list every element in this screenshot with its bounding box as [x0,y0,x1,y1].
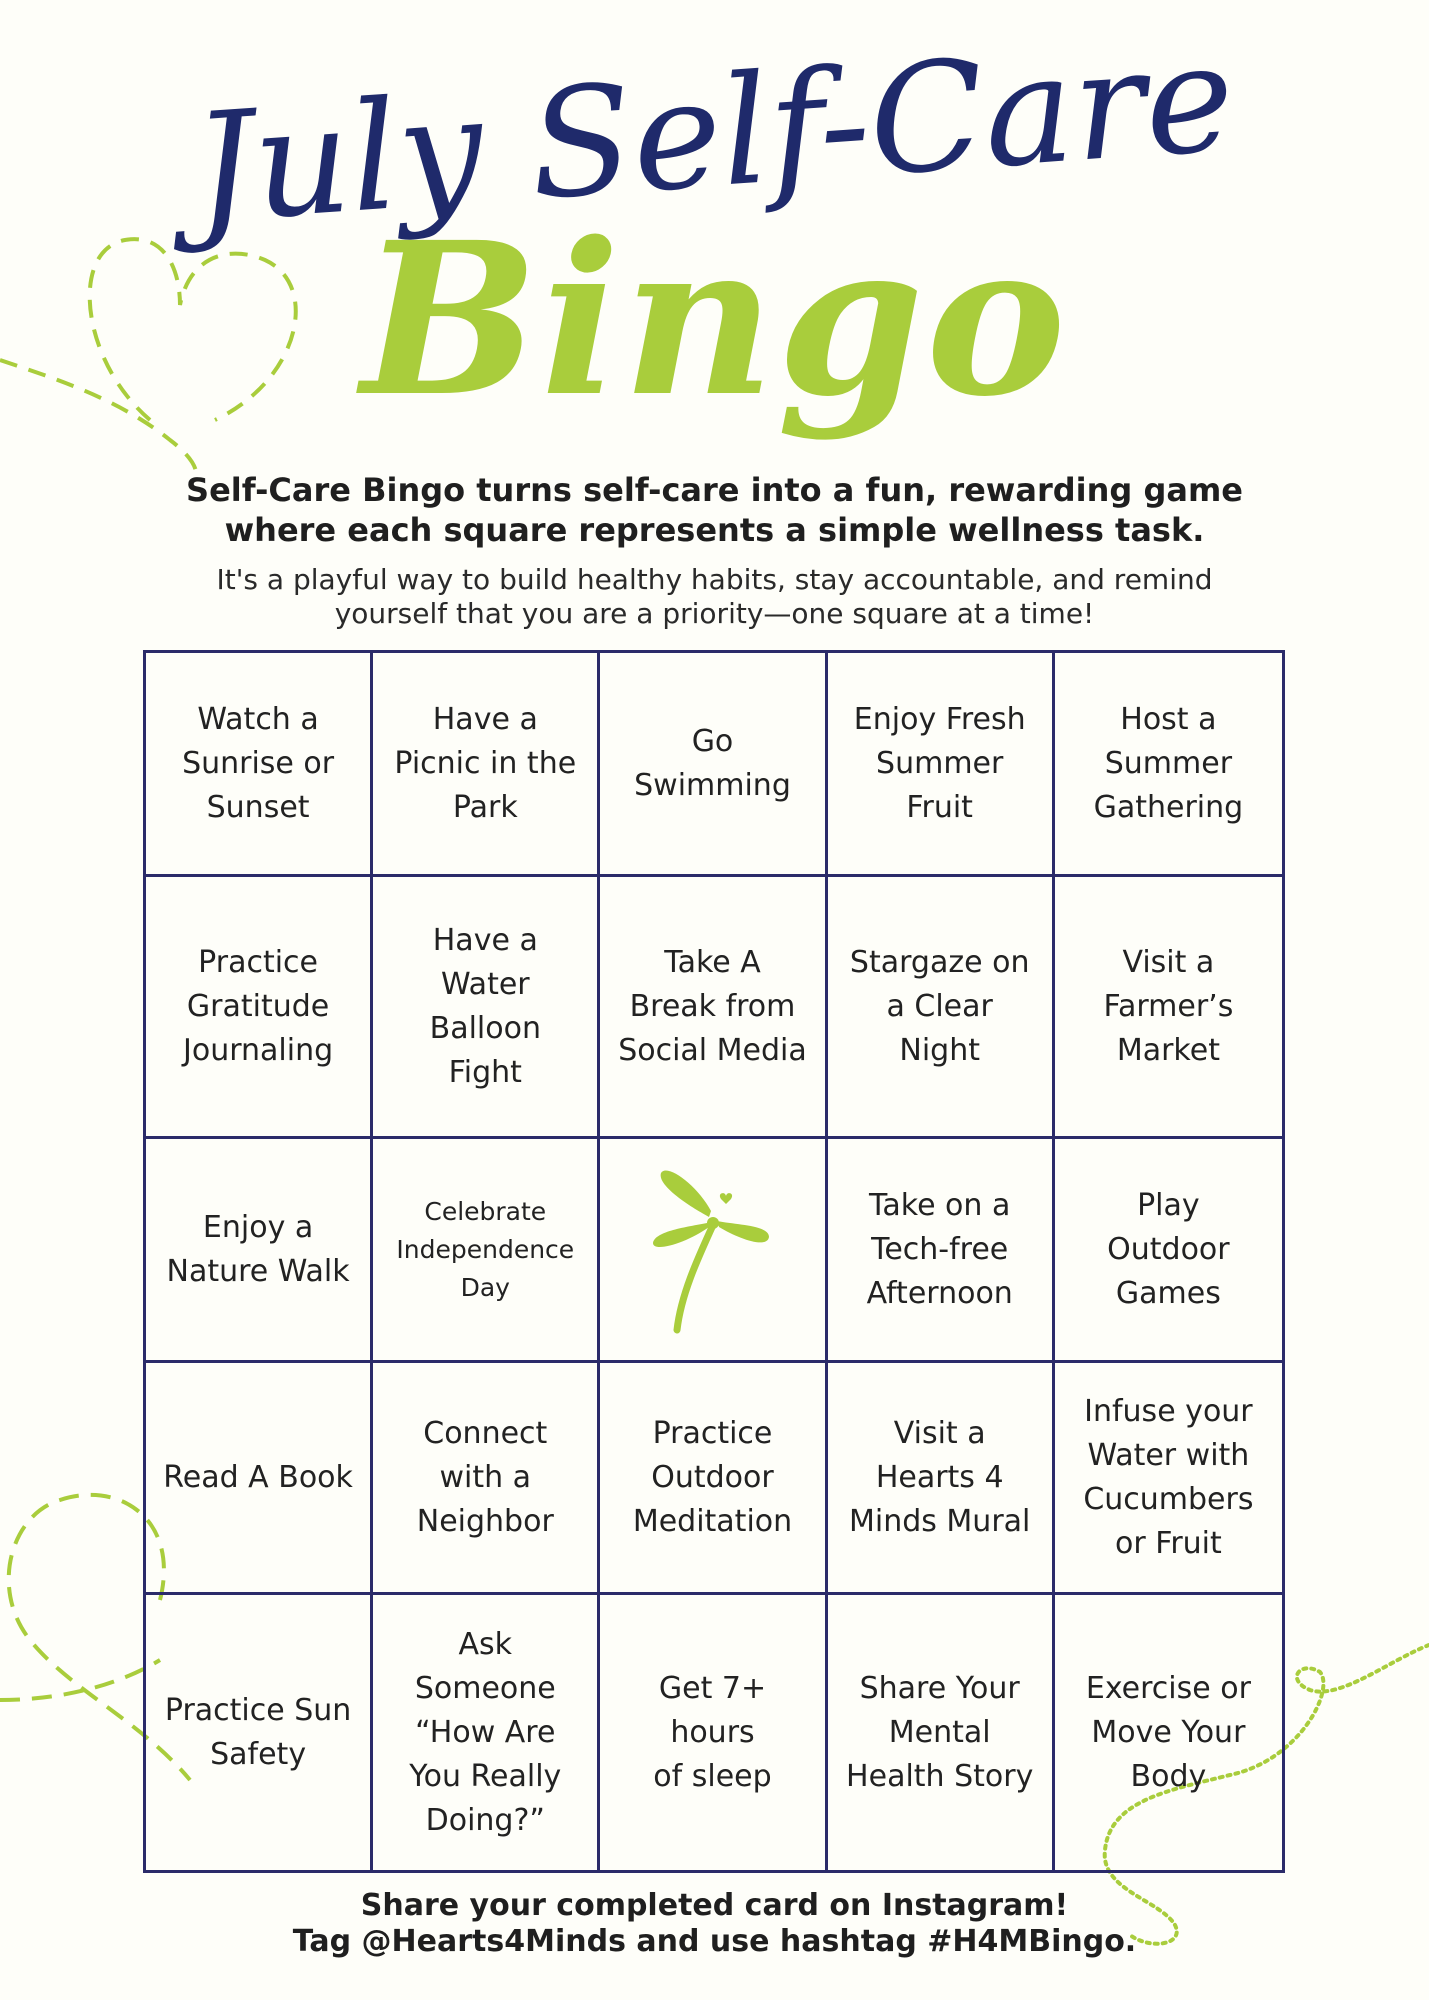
bingo-cell[interactable]: Enjoy Fresh Summer Fruit [828,653,1055,877]
bingo-cell[interactable]: Go Swimming [600,653,827,877]
bingo-cell[interactable]: Share Your Mental Health Story [828,1595,1055,1870]
intro-sub [180,563,1249,631]
bingo-cell[interactable]: Celebrate Independence Day [373,1139,600,1363]
bingo-cell[interactable]: Have a Picnic in the Park [373,653,600,877]
bingo-grid [143,650,1285,1873]
footer [180,1888,1249,1960]
bingo-cell[interactable]: Visit a Farmer’s Market [1055,877,1282,1139]
footer-line2: Tag @Hearts4Minds and use hashtag #H4MBingo. [292,1924,1137,1959]
bingo-cell[interactable]: Get 7+ hours of sleep [600,1595,827,1870]
bingo-cell[interactable]: Have a Water Balloon Fight [373,877,600,1139]
bingo-cell[interactable]: Connect with a Neighbor [373,1363,600,1595]
bingo-cell[interactable]: Infuse your Water with Cucumbers or Fruit [1055,1363,1282,1595]
intro-lead-line2: where each square represents a simple wellness task. [224,511,1205,549]
bingo-cell[interactable]: Play Outdoor Games [1055,1139,1282,1363]
footer-line1: Share your completed card on Instagram! [360,1888,1069,1923]
intro-sub-line2: yourself that you are a priority—one square at a time! [334,597,1095,630]
bingo-cell[interactable]: Visit a Hearts 4 Minds Mural [828,1363,1055,1595]
bingo-cell[interactable]: Host a Summer Gathering [1055,653,1282,877]
bingo-cell[interactable]: Practice Sun Safety [146,1595,373,1870]
title-bingo: Bingo [361,196,1068,443]
intro-lead [180,470,1249,550]
bingo-cell[interactable]: Ask Someone “How Are You Really Doing?” [373,1595,600,1870]
bingo-cell[interactable]: Take A Break from Social Media [600,877,827,1139]
bingo-cell[interactable]: Practice Gratitude Journaling [146,877,373,1139]
intro-sub-line1: It's a playful way to build healthy habits, stay accountable, and remind [216,563,1213,596]
bingo-cell[interactable]: Enjoy a Nature Walk [146,1139,373,1363]
bingo-free-space[interactable] [600,1139,827,1363]
bingo-cell[interactable]: Watch a Sunrise or Sunset [146,653,373,877]
bingo-cell[interactable]: Take on a Tech-free Afternoon [828,1139,1055,1363]
bingo-cell[interactable]: Exercise or Move Your Body [1085,1670,1251,1794]
bingo-cell[interactable]: Read A Book [146,1363,373,1595]
dragonfly-logo-icon [647,1165,777,1335]
bingo-cell[interactable]: Practice Outdoor Meditation [600,1363,827,1595]
bingo-cell[interactable]: Stargaze on a Clear Night [828,877,1055,1139]
intro-lead-line1: Self-Care Bingo turns self-care into a fun, rewarding game [186,471,1243,509]
title-script-text: July Self-Care [187,10,1240,258]
